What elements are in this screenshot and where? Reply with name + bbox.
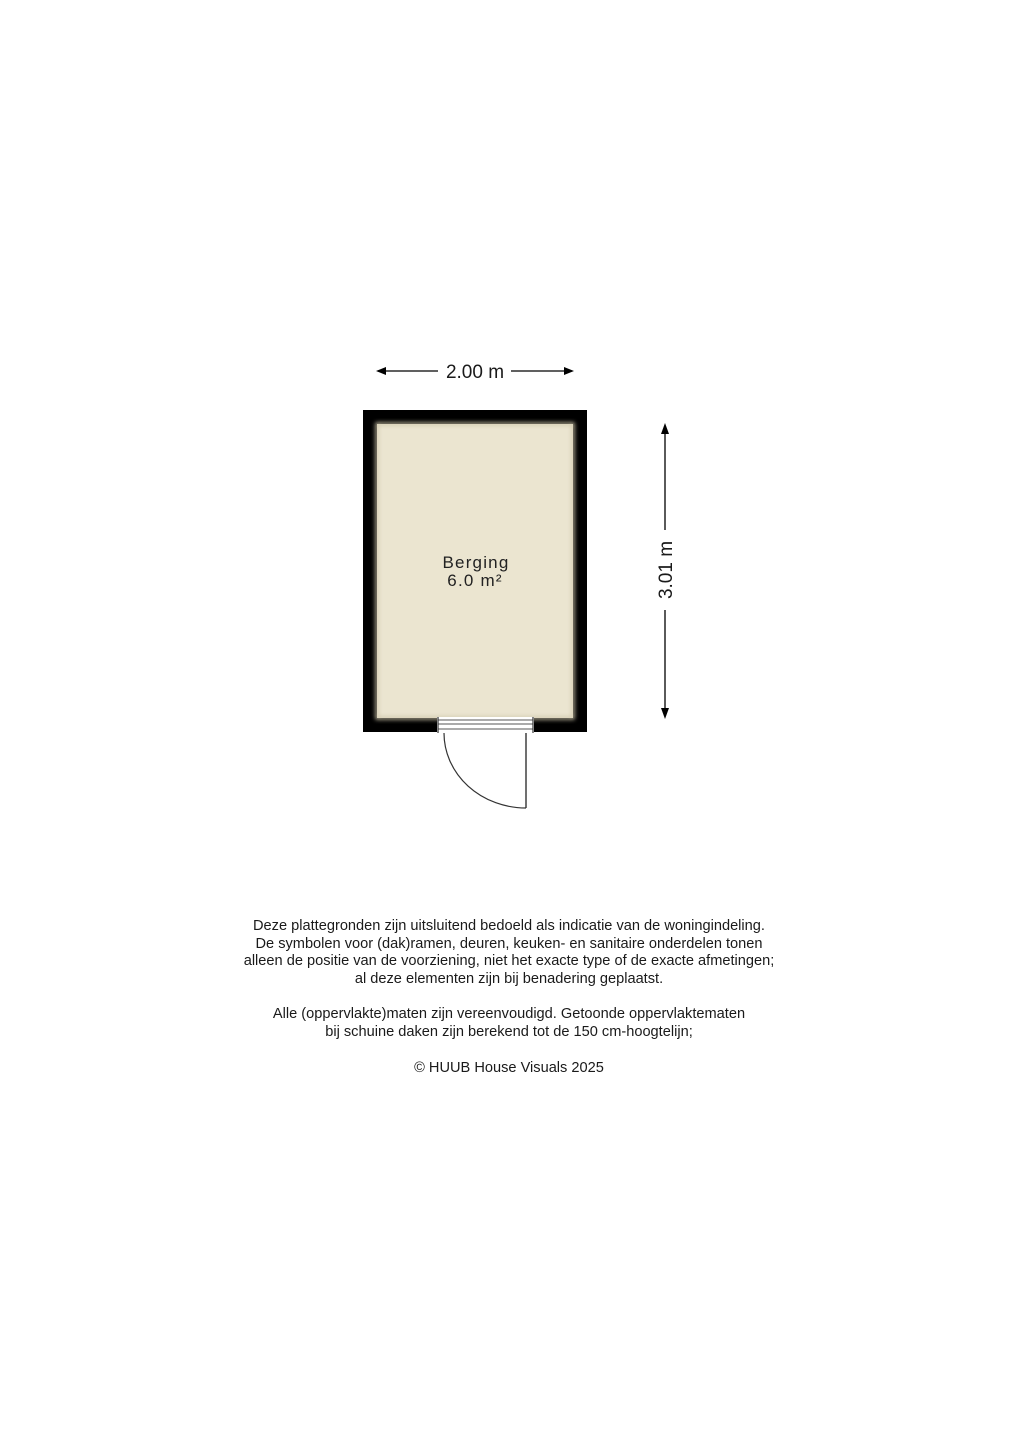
door-swing-arc xyxy=(444,733,526,808)
disclaimer-line: De symbolen voor (dak)ramen, deuren, keuken- en sanitaire onderdelen tonen xyxy=(255,935,763,952)
disclaimer-line: bij schuine daken zijn berekend tot de 150 cm-hoogtelijn; xyxy=(325,1023,693,1040)
copyright: © HUUB House Visuals 2025 xyxy=(414,1059,604,1076)
room-area: 6.0 m² xyxy=(447,571,503,590)
room-berging xyxy=(363,410,587,808)
disclaimer-text xyxy=(0,918,1018,1077)
height-dimension xyxy=(656,423,677,719)
arrow-right-icon xyxy=(564,367,574,375)
disclaimer-line: alleen de positie van de voorziening, niet het exacte type of de exacte afmetingen; xyxy=(243,953,775,970)
disclaimer-line: al deze elementen zijn bij benadering geplaatst. xyxy=(354,970,664,987)
door-opening xyxy=(437,717,534,733)
height-dimension-label: 3.01 m xyxy=(656,540,677,600)
room-name: Berging xyxy=(442,553,510,572)
arrow-left-icon xyxy=(376,367,386,375)
arrow-up-icon xyxy=(661,423,669,434)
disclaimer-line: Deze plattegronden zijn uitsluitend bedoeld als indicatie van de woningindeling. xyxy=(253,918,765,934)
width-dimension-label: 2.00 m xyxy=(445,362,505,383)
width-dimension xyxy=(376,362,574,383)
disclaimer-line: Alle (oppervlakte)maten zijn vereenvoudigd. Getoonde oppervlaktematen xyxy=(272,1006,746,1023)
arrow-down-icon xyxy=(661,708,669,719)
